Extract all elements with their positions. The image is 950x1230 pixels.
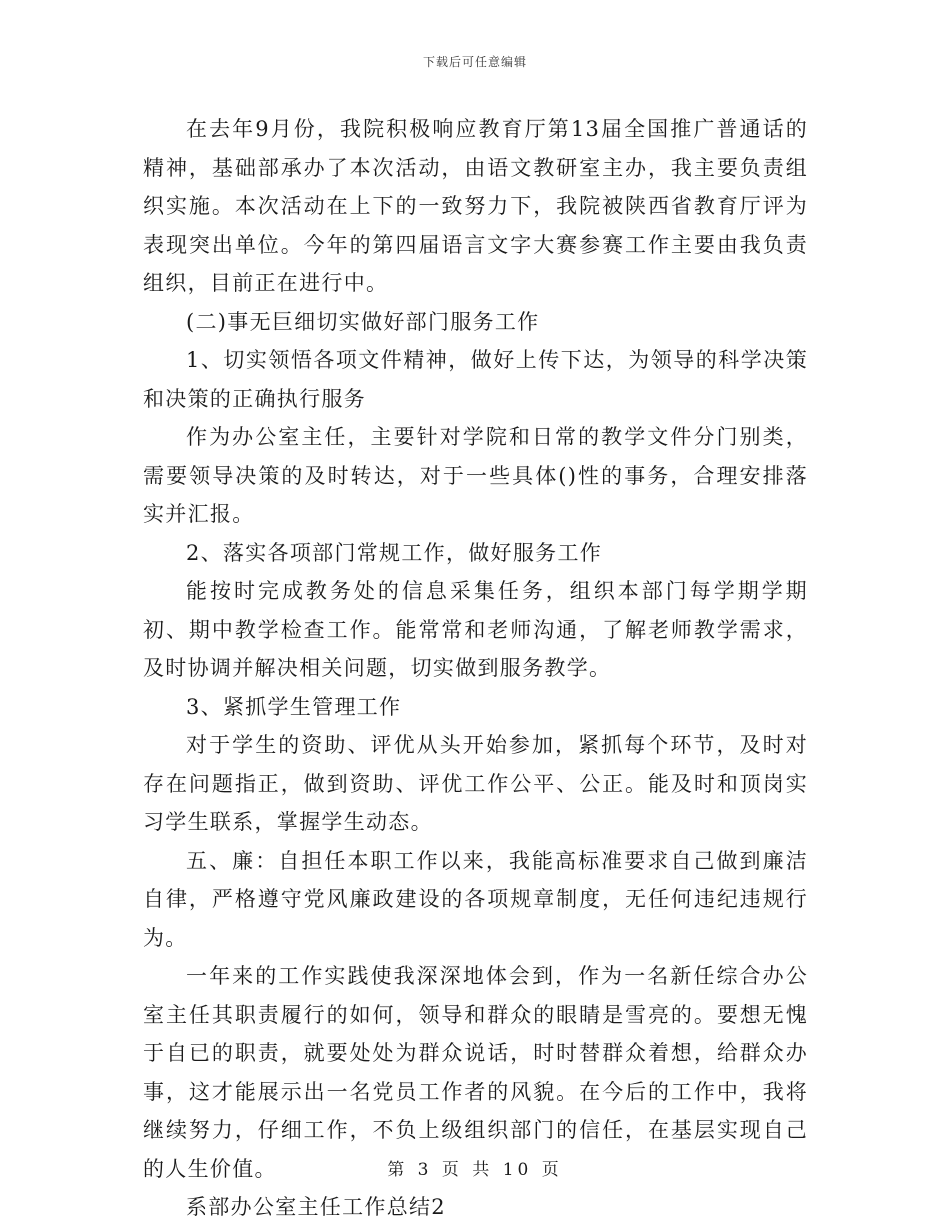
subsection-heading: 1、切实领悟各项文件精神，做好上传下达，为领导的科学决策和决策的正确执行服务 xyxy=(143,348,808,411)
paragraph: 能按时完成教务处的信息采集任务，组织本部门每学期学期初、期中教学检查工作。能常常和老师沟通，了解老师教学需求，及时协调并解决相关问题，切实做到服务教学。 xyxy=(143,579,808,680)
document-title: 系部办公室主任工作总结2 xyxy=(186,1195,446,1219)
paragraph: 对于学生的资助、评优从头开始参加，紧抓每个环节，及时对存在问题指正，做到资助、评优工作公平、公正。能及时和顶岗实习学生联系，掌握学生动态。 xyxy=(143,733,808,834)
paragraph: 一年来的工作实践使我深深地体会到，作为一名新任综合办公室主任其职责履行的如何，领导和群众的眼睛是雪亮的。要想无愧于自已的职责，就要处处为群众说话，时时替群众着想，给群众办事，这才能展示出一名党员工作者的风貌。在今后的工作中，我将继续努力，仔细工作，不负上级组织部门的信任，在基层实现自己的人生价值。 xyxy=(143,964,808,1181)
page-number: 第 3 页 共 10 页 xyxy=(387,1160,563,1180)
paragraph: 作为办公室主任，主要针对学院和日常的教学文件分门别类，需要领导决策的及时转达，对于一些具体()性的事务，合理安排落实并汇报。 xyxy=(143,425,808,526)
page-header: 下载后可任意编辑 xyxy=(422,55,527,69)
document-body xyxy=(143,110,808,1227)
subsection-heading: 2、落实各项部门常规工作，做好服务工作 xyxy=(186,540,603,565)
paragraph: 在去年9月份，我院积极响应教育厅第13届全国推广普通话的精神，基础部承办了本次活动，由语文教研室主办，我主要负责组织实施。本次活动在上下的一致努力下，我院被陕西省教育厅评为表现突出单位。今年的第四届语言文字大赛参赛工作主要由我负责组织，目前正在进行中。 xyxy=(143,117,808,295)
subsection-heading: 3、紧抓学生管理工作 xyxy=(186,694,402,719)
paragraph: 五、廉：自担任本职工作以来，我能高标准要求自己做到廉洁自律，严格遵守党风廉政建设的各项规章制度，无任何违纪违规行为。 xyxy=(143,848,808,950)
section-heading: (二)事无巨细切实做好部门服务工作 xyxy=(186,309,540,334)
